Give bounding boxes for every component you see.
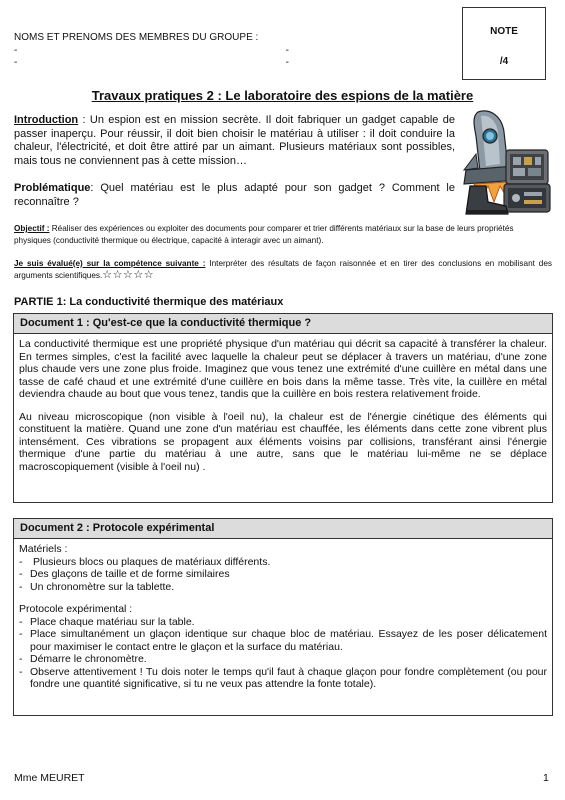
objectif: [14, 223, 552, 246]
list-item: - Un chronomètre sur la tablette.: [19, 580, 175, 593]
list-item: - Démarre le chronomètre.: [19, 653, 147, 665]
document-1-paragraph: Au niveau microscopique (non visible à l'oeil nu), la chaleur est de l'énergie cinétique des éléments qui constituent la matière. Quand une zone d'un matériau est chauffée, les éléments dans cette zone vibrent plus intensément. Ces vibrations se propagent aux éléments voisins par collisions, transférant ainsi l'énergie thermique d'une partie du matériau à une autre, sans que le matériau lui-même ne se déplace macroscopiquement (visible à l'oeil nu) .: [19, 410, 547, 473]
group-members-section: [14, 32, 314, 70]
protocole-label: Protocole expérimental :: [19, 603, 133, 615]
objectif-label: Objectif :: [14, 224, 50, 233]
grade-label: NOTE: [490, 26, 518, 37]
competence-text: Interpréter des résultats de façon raisonnée et en tirer des conclusions en mobilisant des arguments scientifiques.: [14, 259, 552, 280]
objectif-text: Réaliser des expériences ou exploiter des documents pour comparer et trier différents matériaux sur la base de leurs propriétés physiques (conductivité thermique ou électrique, capacité à interagir avec un aimant).: [14, 224, 514, 245]
list-item: - Place simultanément un glaçon identique sur chaque bloc de matériau. Essayez de les poser délicatement pour maximiser le contact entre le glaçon et la surface du matériau.: [19, 628, 547, 653]
document-2-title: Document 2 : Protocole expérimental: [14, 519, 552, 539]
dash: -: [285, 44, 289, 56]
list-item: - Des glaçons de taille et de forme similaires: [19, 568, 230, 580]
problematique-label: Problématique: [14, 182, 91, 194]
materiels-list: [19, 556, 547, 594]
document-2: [13, 518, 553, 716]
problematique-text: : Quel matériau est le plus adapté pour son gadget ? Comment le reconnaître ?: [14, 182, 455, 208]
protocole-list: [19, 616, 547, 691]
grade-value: /4: [499, 56, 509, 67]
member-line-2: [14, 57, 289, 70]
document-1-paragraph: La conductivité thermique est une propriété physique d'un matériau qui décrit sa capacité à transférer la chaleur. En termes simples, c'est la facilité avec laquelle la chaleur peut se déplacer à travers un matériau, d'une zone plus chaude vers une zone plus froide. Imaginez que vous tenez une extrémité d'une cuillère en métal dans une tasse de café chaud et une extrémité d'une cuillère en bois dans la même tasse. Très vite, la cuillère en métal deviendra chaude au bout que vous tenez, tandis que la cuillère en bois restera relativement froide.: [19, 338, 547, 400]
list-item: - Observe attentivement ! Tu dois noter le temps qu'il faut à chaque glaçon pour fondre complètement (ou pour fondre une quantité significative, si tu ne veux pas attendre la fonte totale).: [19, 665, 547, 690]
section-title-partie-1: PARTIE 1: La conductivité thermique des matériaux: [14, 296, 284, 308]
document-1: [13, 313, 553, 503]
competence-evaluation: [14, 258, 552, 281]
briefcase-icon: [504, 150, 550, 212]
problematique: [14, 182, 455, 209]
member-line-1: [14, 45, 289, 58]
competence-label: Je suis évalué(e) sur la compétence suivante :: [14, 259, 206, 268]
page-title: Travaux pratiques 2 : Le laboratoire des espions de la matière: [91, 88, 474, 103]
rating-stars-icon: ☆☆☆☆☆: [102, 268, 155, 281]
list-item: - Plusieurs blocs ou plaques de matériaux différents.: [19, 555, 271, 568]
dash: -: [285, 57, 289, 68]
materiels-label: Matériels :: [19, 543, 68, 555]
introduction-label: Introduction: [14, 114, 79, 126]
dash: -: [14, 44, 18, 56]
group-members-label: NOMS ET PRENOMS DES MEMBRES DU GROUPE :: [14, 32, 259, 43]
document-1-title: Document 1 : Qu'est-ce que la conductivité thermique ?: [14, 314, 552, 334]
page-number: 1: [543, 772, 549, 784]
footer-author: Mme MEURET: [14, 772, 85, 784]
list-item: - Place chaque matériau sur la table.: [19, 615, 195, 628]
boot-icon: [466, 186, 508, 214]
introduction-text: : Un espion est en mission secrète. Il doit fabriquer un gadget capable de passer inaperçu. Pour réussir, il doit bien choisir le matériau à utiliser : il doit conduire la chaleur, l'électricité, et doit être attiré par un aimant. Plusieurs matériaux sont possibles, mais tous ne conviennent pas à cette mission…: [14, 114, 455, 167]
introduction: [14, 114, 455, 168]
grade-box: [462, 7, 546, 80]
spy-gadget-illustration: [456, 106, 552, 218]
dash: -: [14, 57, 18, 68]
